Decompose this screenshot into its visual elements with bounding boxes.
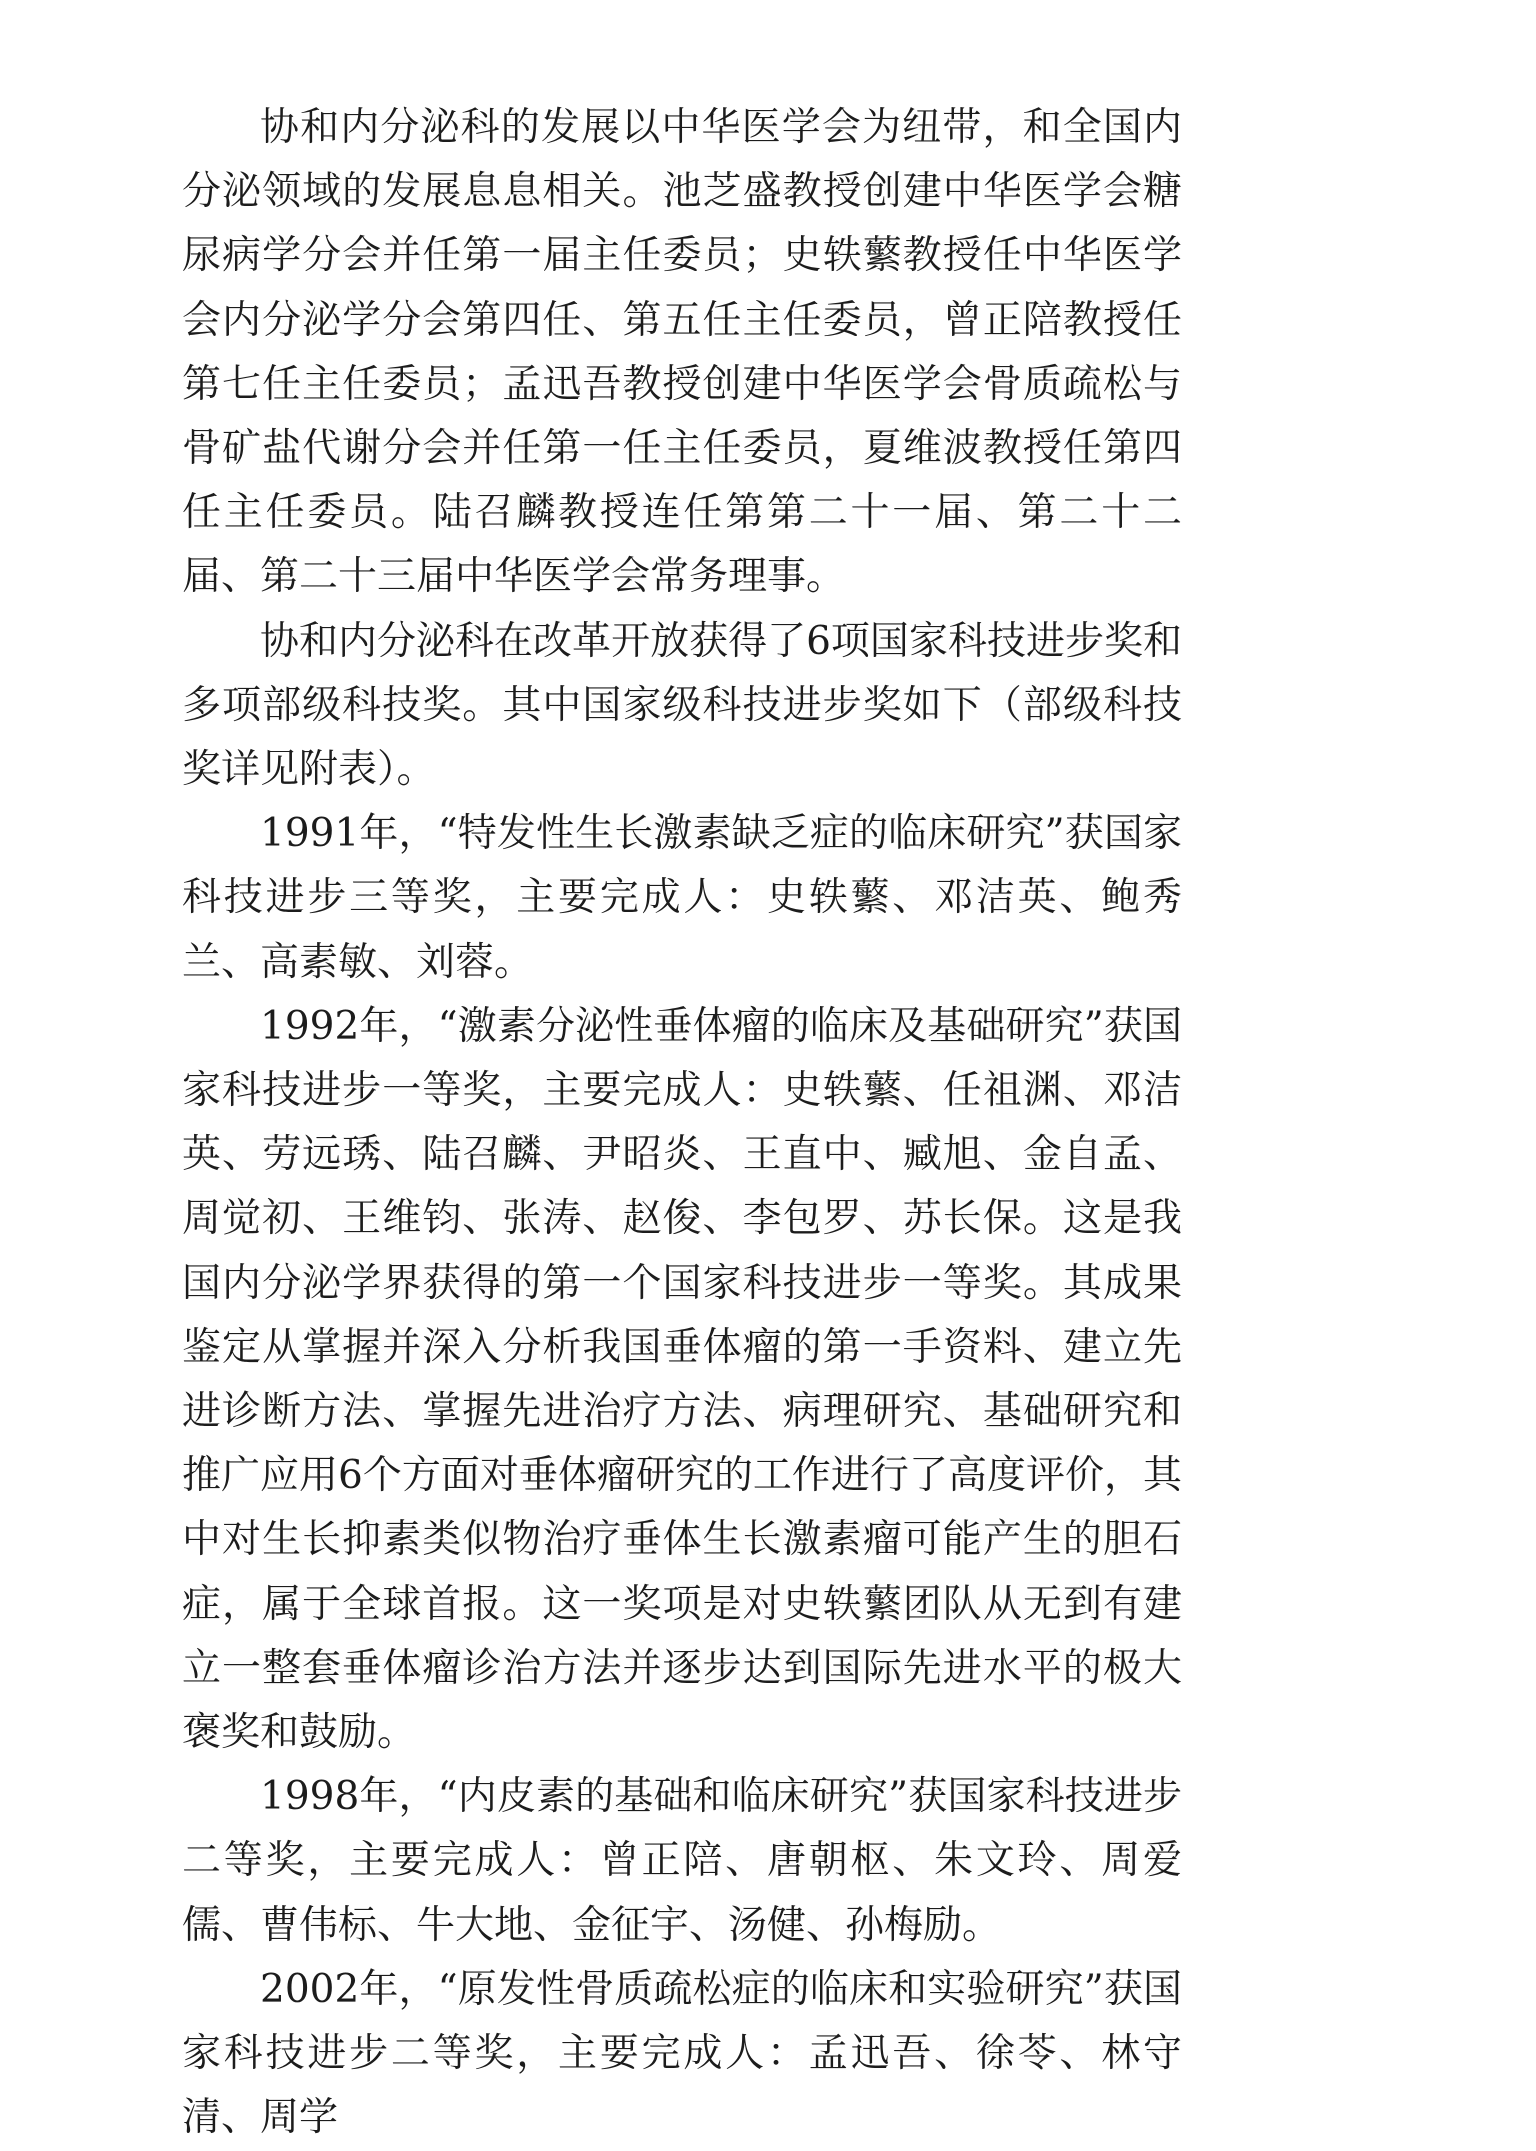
paragraph-award-1998: 1998年，“内皮素的基础和临床研究”获国家科技进步二等奖，主要完成人：曾正陪、唐朝枢、朱文玲、周爱儒、曹伟标、牛大地、金征宇、汤健、孙梅励。 [182,1774,1182,1948]
paragraph-award-2002: 2002年，“原发性骨质疏松症的临床和实验研究”获国家科技进步二等奖，主要完成人：孟迅吾、徐苓、林守清、周学 [182,1966,1182,2141]
paragraph-endocrine-development: 协和内分泌科的发展以中华医学会为纽带，和全国内分泌领域的发展息息相关。池芝盛教授创建中华医学会糖尿病学分会并任第一届主任委员；史轶蘩教授任中华医学会内分泌学分会第四任、第五任主任委员，曾正陪教授任第七任主任委员；孟迅吾教授创建中华医学会骨质疏松与骨矿盐代谢分会并任第一任主任委员，夏维波教授任第四任主任委员。陆召麟教授连任第第二十一届、第二十二届、第二十三届中华医学会常务理事。 [182,105,1182,600]
document-page [182,96,1182,2151]
paragraph-awards-intro: 协和内分泌科在改革开放获得了6项国家科技进步奖和多项部级科技奖。其中国家级科技进步奖如下（部级科技奖详见附表）。 [182,618,1182,793]
paragraph-award-1991: 1991年，“特发性生长激素缺乏症的临床研究”获国家科技进步三等奖，主要完成人：史轶蘩、邓洁英、鲍秀兰、高素敏、刘蓉。 [182,811,1182,985]
paragraph-award-1992: 1992年，“激素分泌性垂体瘤的临床及基础研究”获国家科技进步一等奖，主要完成人：史轶蘩、任祖渊、邓洁英、劳远琇、陆召麟、尹昭炎、王直中、臧旭、金自孟、周觉初、王维钧、张涛、赵俊、李包罗、苏长保。这是我国内分泌学界获得的第一个国家科技进步一等奖。其成果鉴定从掌握并深入分析我国垂体瘤的第一手资料、建立先进诊断方法、掌握先进治疗方法、病理研究、基础研究和推广应用6个方面对垂体瘤研究的工作进行了高度评价，其中对生长抑素类似物治疗垂体生长激素瘤可能产生的胆石症，属于全球首报。这一奖项是对史轶蘩团队从无到有建立一整套垂体瘤诊治方法并逐步达到国际先进水平的极大褒奖和鼓励。 [182,1003,1182,1756]
